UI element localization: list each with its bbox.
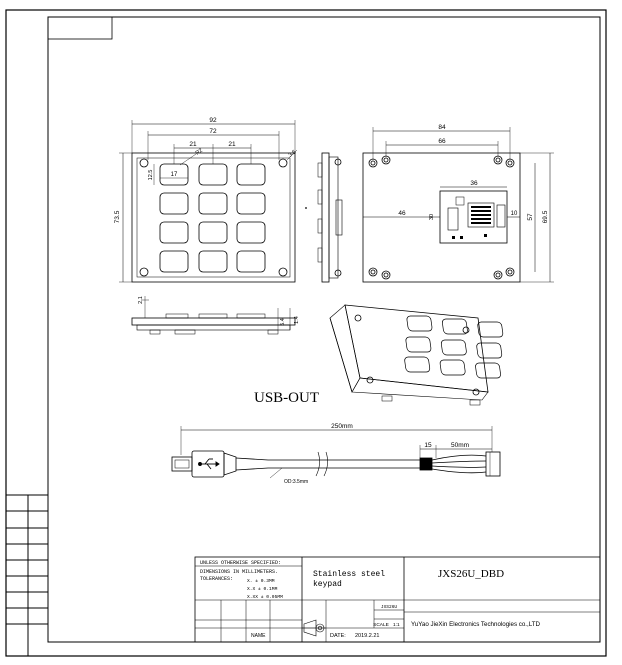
cable-dims (284, 423, 469, 485)
back-view-dims (398, 124, 549, 223)
dim-key-height: 12.5 (148, 169, 154, 181)
date-label: DATE: (330, 633, 346, 639)
keypad-front-outline (132, 153, 295, 282)
side-view-dims (138, 296, 300, 326)
dim-hole-1: R2 (194, 147, 204, 157)
dim-50mm: 50mm (450, 442, 470, 449)
cable-length: 250mm (331, 423, 353, 430)
dim-left-height: 73.5 (114, 210, 121, 224)
mounting-hole (279, 159, 287, 167)
note-tolerances: TOLERANCES: (200, 576, 234, 582)
dim-left-46: 46 (398, 210, 406, 217)
dim-top-84: 84 (438, 124, 446, 131)
dim-top-inner: 72 (209, 128, 217, 135)
dim-top-overall: 92 (209, 117, 217, 124)
mounting-hole (140, 268, 148, 276)
tolerance-2: X.X ± 0.1MM (247, 587, 278, 592)
dim-side-b: 5.4 (280, 318, 286, 326)
description-line1: Stainless steel (313, 570, 386, 579)
usb-cable (172, 426, 500, 478)
note-header: UNLESS OTHERWISE SPECIFIED: (200, 560, 282, 566)
dim-pcb-height: 30 (429, 213, 435, 221)
dim-right-57: 57 (527, 213, 534, 221)
keypad-back-outline (363, 153, 520, 282)
drawing-number: JXS26U_DBD (438, 568, 505, 580)
iso-key-grid (403, 316, 503, 392)
dim-key-width: 17 (170, 172, 178, 178)
back-view (363, 127, 554, 282)
dim-hole-2: 3.5 (287, 149, 298, 159)
dim-pcb-width: 36 (470, 180, 478, 187)
isometric-keypad (330, 305, 503, 405)
tolerance-3: X.XX ± 0.05MM (247, 595, 283, 600)
date-value: 2019.2.21 (355, 633, 380, 639)
title-block-text (200, 560, 541, 639)
tolerance-1: X. ± 0.3MM (247, 579, 275, 584)
cable-diameter: OD:3.5mm (284, 479, 309, 485)
sheet-border (6, 10, 606, 656)
mounting-hole (279, 268, 287, 276)
dim-15: 15 (424, 442, 432, 449)
side-view-horizontal (132, 296, 295, 334)
dim-key-pitch-b: 21 (228, 141, 236, 148)
dim-connector: 10 (510, 211, 518, 217)
usb-out-label: USB-OUT (254, 390, 320, 406)
projection-symbol-icon (302, 620, 326, 636)
front-view (119, 120, 297, 282)
usb-symbol-icon (199, 459, 220, 469)
scale-label: SCALE (373, 623, 389, 628)
note-units: DIMENSIONS IN MILLIMETERS. (200, 569, 279, 575)
key-grid (160, 164, 265, 272)
mounting-hole (140, 159, 148, 167)
drawing-code: JXS26U (380, 605, 398, 610)
scale-value: 1:1 (393, 623, 400, 628)
dim-key-pitch-a: 21 (189, 141, 197, 148)
dim-right-69-5: 69.5 (542, 210, 549, 224)
company-name: YuYao JieXin Electronics Technologies co.,LTD (411, 621, 540, 628)
front-view-dims (114, 117, 297, 223)
side-view-vertical (318, 153, 342, 282)
dim-top-66: 66 (438, 138, 446, 145)
name-label: NAME (251, 633, 266, 639)
dim-side-a: 2.1 (138, 296, 144, 304)
description-line2: keypad (313, 580, 342, 589)
dim-side-c: 1.4 (294, 316, 300, 324)
